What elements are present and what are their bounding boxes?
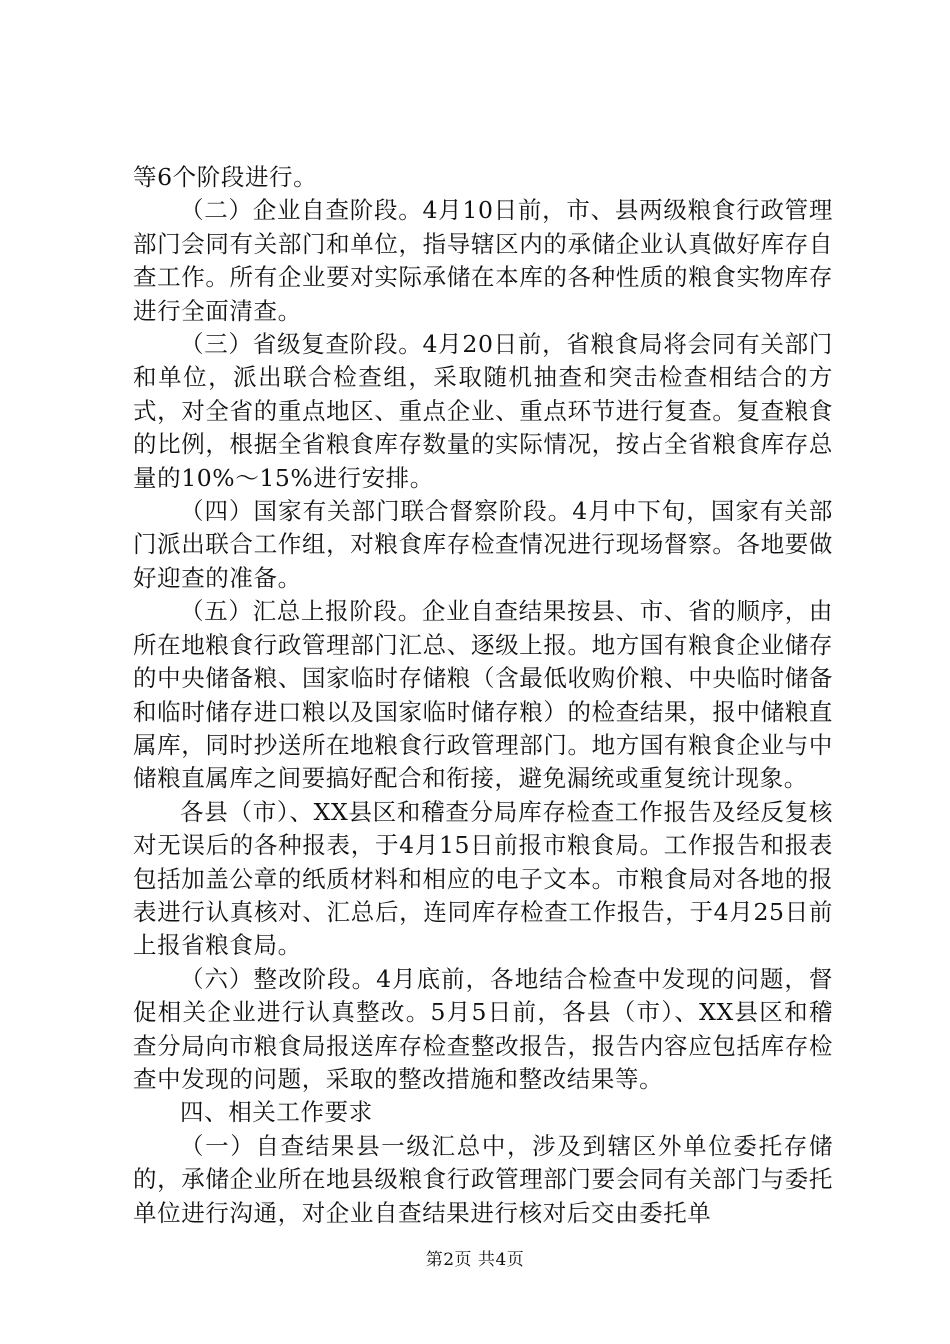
- paragraph-2: （二）企业自查阶段。4月10日前，市、县两级粮食行政管理部门会同有关部门和单位，指导辖区内的承储企业认真做好库存自查工作。所有企业要对实际承储在本库的各种性质的粮食实物库存进行全面清查。: [133, 196, 833, 325]
- section-heading: 四、相关工作要求: [180, 1098, 373, 1127]
- paragraph-3: （三）省级复查阶段。4月20日前，省粮食局将会同有关部门和单位，派出联合检查组，采取随机抽查和突击检查相结合的方式，对全省的重点地区、重点企业、重点环节进行复查。复查粮食的比例，根据全省粮食库存数量的实际情况，按占全省粮食库存总量的10%～15%进行安排。: [133, 330, 833, 492]
- paragraph-5: （五）汇总上报阶段。企业自查结果按县、市、省的顺序，由所在地粮食行政管理部门汇总、逐级上报。地方国有粮食企业储存的中央储备粮、国家临时存储粮（含最低收购价粮、中央临时储备和临时储存进口粮以及国家临时储存粮）的检查结果，报中储粮直属库，同时抄送所在地粮食行政管理部门。地方国有粮食企业与中储粮直属库之间要搞好配合和衔接，避免漏统或重复统计现象。: [133, 597, 833, 793]
- paragraph-6: 各县（市）、XX县区和稽查分局库存检查工作报告及经反复核对无误后的各种报表，于4月15日前报市粮食局。工作报告和报表包括加盖公章的纸质材料和相应的电子文本。市粮食局对各地的报表进行认真核对、汇总后，连同库存检查工作报告，于4月25日前上报省粮食局。: [133, 797, 833, 960]
- document-body: [133, 161, 833, 1230]
- paragraph-4: （四）国家有关部门联合督察阶段。4月中下旬，国家有关部门派出联合工作组，对粮食库存检查情况进行现场督察。各地要做好迎查的准备。: [133, 497, 833, 592]
- paragraph-9: （一）自查结果县一级汇总中，涉及到辖区外单位委托存储的，承储企业所在地县级粮食行政管理部门要会同有关部门与委托单位进行沟通，对企业自查结果进行核对后交由委托单: [133, 1131, 833, 1227]
- paragraph-1: 等6个阶段进行。: [133, 163, 318, 191]
- page-number-footer: 第2页 共4页: [425, 1250, 525, 1270]
- paragraph-7: （六）整改阶段。4月底前，各地结合检查中发现的问题，督促相关企业进行认真整改。5月5日前，各县（市）、XX县区和稽查分局向市粮食局报送库存检查整改报告，报告内容应包括库存检查中发现的问题，采取的整改措施和整改结果等。: [133, 964, 833, 1093]
